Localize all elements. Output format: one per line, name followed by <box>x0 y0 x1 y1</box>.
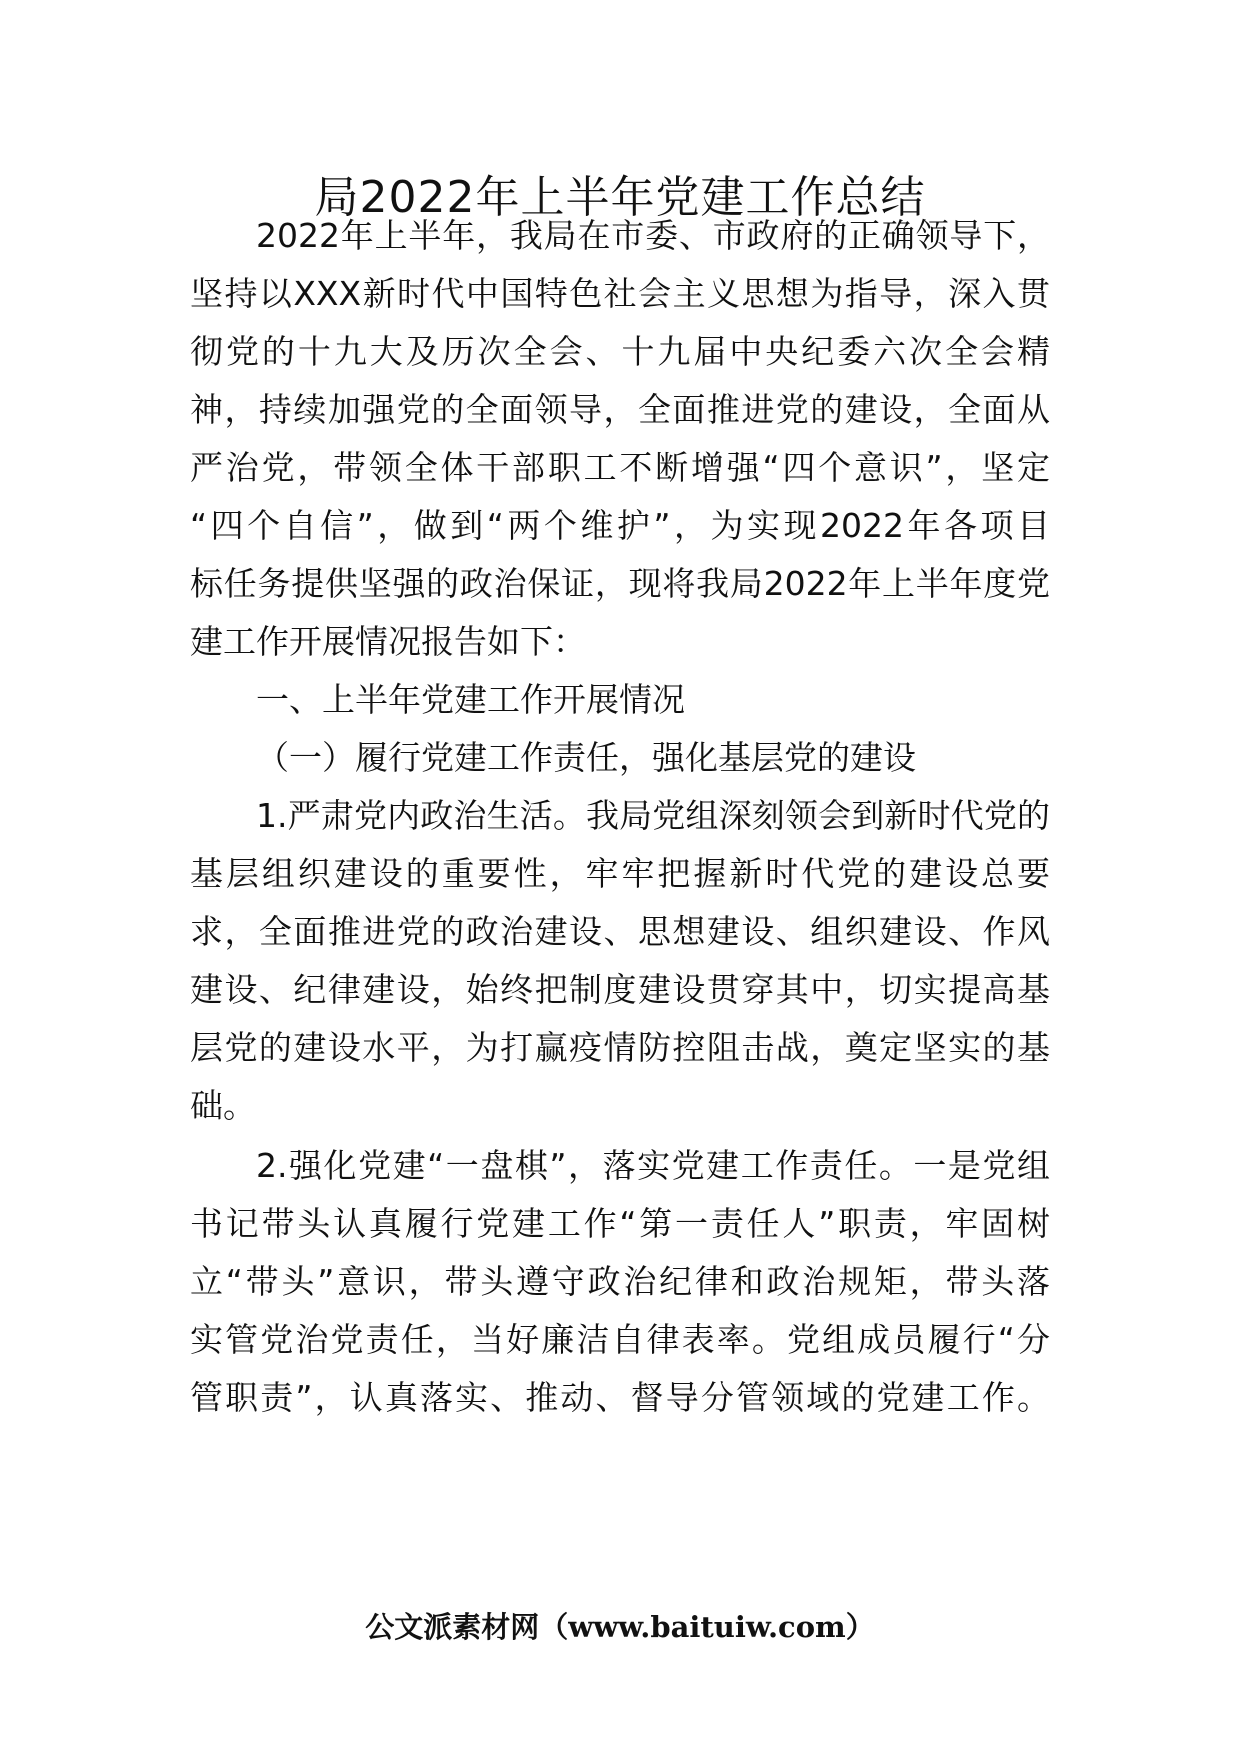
paragraph-line: 坚持以XXX新时代中国特色社会主义思想为指导，深入贯 <box>190 274 1050 313</box>
paragraph-line: 求，全面推进党的政治建设、思想建设、组织建设、作风 <box>190 912 1050 951</box>
document-title: 局2022年上半年党建工作总结 <box>314 172 926 223</box>
paragraph-line: 础。 <box>190 1086 256 1125</box>
subsection-heading: （一）履行党建工作责任，强化基层党的建设 <box>256 738 916 777</box>
paragraph-line: 1.严肃党内政治生活。我局党组深刻领会到新时代党的 <box>256 796 1050 835</box>
paragraph-line: 建工作开展情况报告如下： <box>190 622 586 661</box>
paragraph-line: 彻党的十九大及历次全会、十九届中央纪委六次全会精 <box>190 332 1050 371</box>
paragraph-line: 基层组织建设的重要性，牢牢把握新时代党的建设总要 <box>190 854 1050 893</box>
paragraph-line: 立“带头”意识，带头遵守政治纪律和政治规矩，带头落 <box>190 1262 1050 1301</box>
paragraph-line: 建设、纪律建设，始终把制度建设贯穿其中，切实提高基 <box>190 970 1050 1009</box>
paragraph-line: 2.强化党建“一盘棋”，落实党建工作责任。一是党组 <box>256 1146 1050 1185</box>
paragraph-line: 神，持续加强党的全面领导，全面推进党的建设，全面从 <box>190 390 1050 429</box>
paragraph-line: 书记带头认真履行党建工作“第一责任人”职责，牢固树 <box>190 1204 1050 1243</box>
paragraph-line: 标任务提供坚强的政治保证，现将我局2022年上半年度党 <box>190 564 1050 603</box>
paragraph-line: 实管党治党责任，当好廉洁自律表率。党组成员履行“分 <box>190 1320 1050 1359</box>
paragraph-line: “四个自信”，做到“两个维护”，为实现2022年各项目 <box>190 506 1050 545</box>
paragraph-line: 严治党，带领全体干部职工不断增强“四个意识”，坚定 <box>190 448 1050 487</box>
footer-watermark: 公文派素材网（www.baituiw.com） <box>365 1610 875 1644</box>
section-heading: 一、上半年党建工作开展情况 <box>256 680 685 719</box>
paragraph-line: 管职责”，认真落实、推动、督导分管领域的党建工作。 <box>190 1378 1050 1417</box>
paragraph-line: 层党的建设水平，为打赢疫情防控阻击战，奠定坚实的基 <box>190 1028 1050 1067</box>
paragraph-line: 2022年上半年，我局在市委、市政府的正确领导下， <box>256 216 1050 255</box>
